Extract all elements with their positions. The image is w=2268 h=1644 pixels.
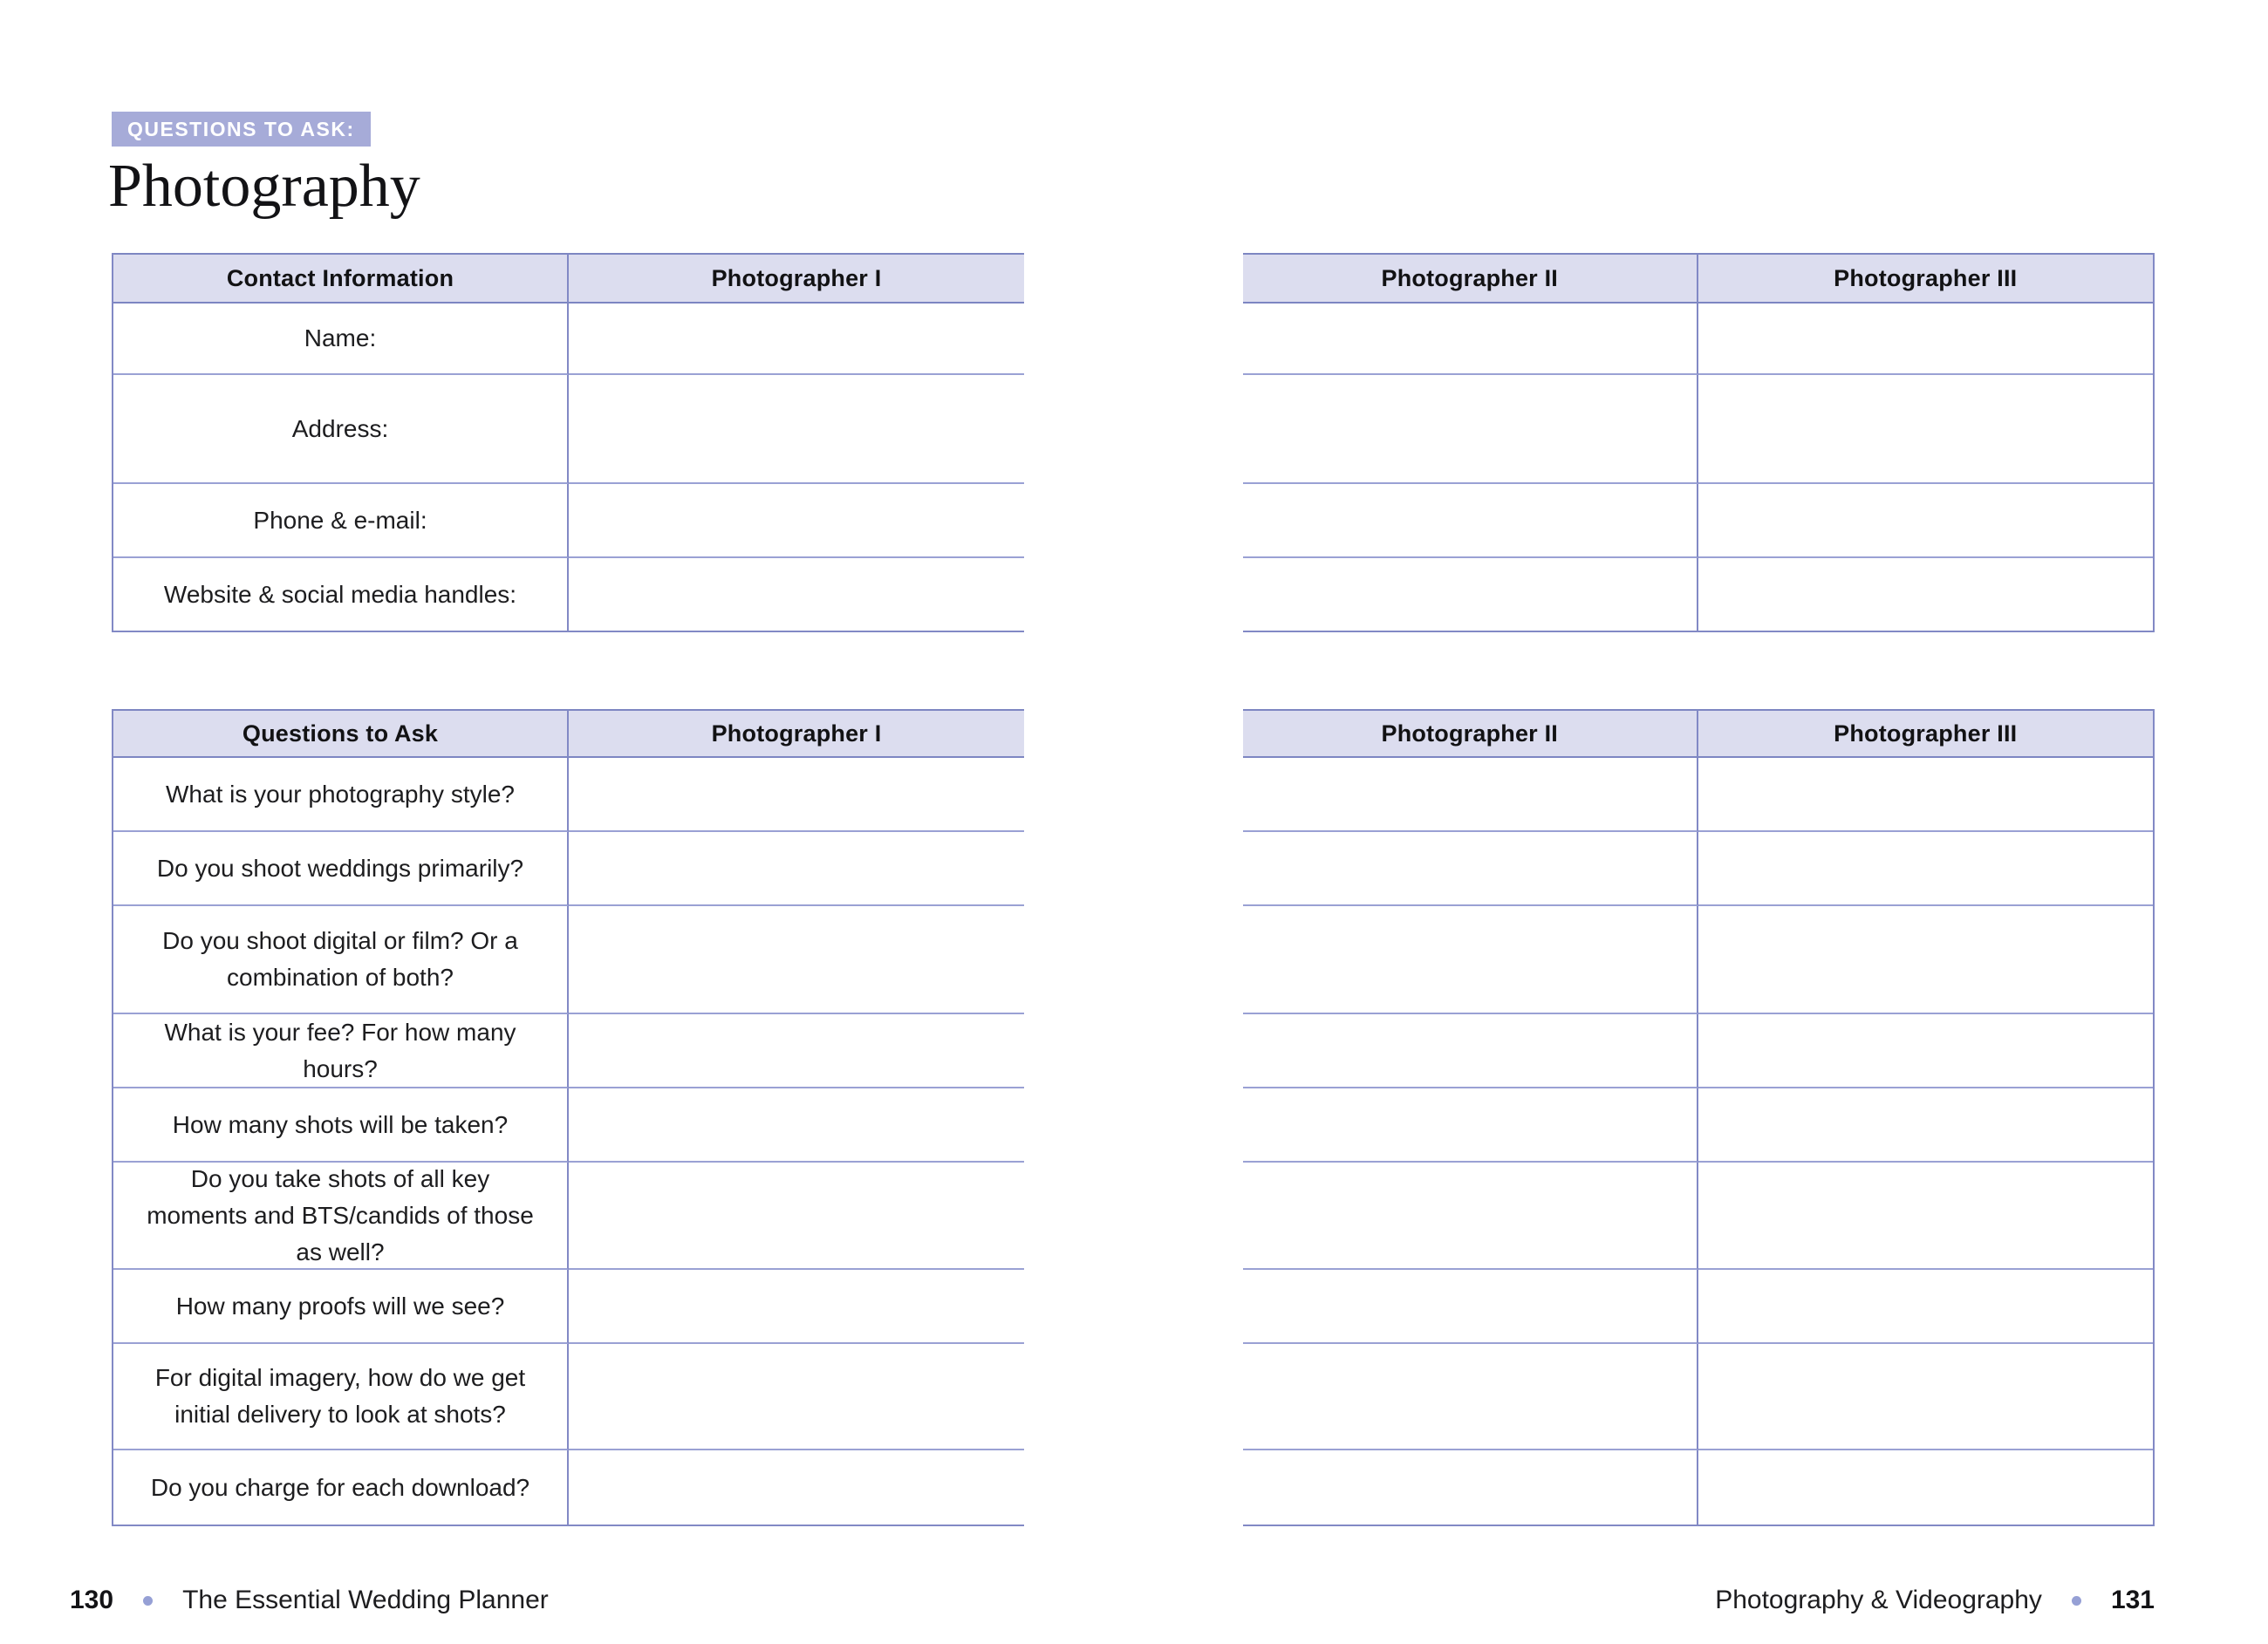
column-header: Photographer III xyxy=(1698,709,2154,758)
questions-table-left xyxy=(112,709,1024,1526)
answer-cell[interactable] xyxy=(569,1088,1024,1163)
footer-right xyxy=(1715,1586,2155,1615)
answer-cell[interactable] xyxy=(1698,906,2154,1014)
page-number: 130 xyxy=(70,1586,114,1614)
answer-cell[interactable] xyxy=(1698,1163,2154,1270)
answer-cell[interactable] xyxy=(569,906,1024,1014)
answer-cell[interactable] xyxy=(569,832,1024,906)
answer-cell[interactable] xyxy=(1243,1344,1698,1450)
answer-cell[interactable] xyxy=(1243,558,1698,632)
question-label: What is your fee? For how many hours? xyxy=(113,1014,569,1088)
answer-cell[interactable] xyxy=(569,758,1024,832)
dot-separator-icon xyxy=(143,1596,153,1606)
answer-cell[interactable] xyxy=(1698,558,2154,632)
answer-cell[interactable] xyxy=(1698,1344,2154,1450)
question-label: How many shots will be taken? xyxy=(113,1088,569,1163)
column-header: Photographer III xyxy=(1698,253,2154,304)
answer-cell[interactable] xyxy=(1243,906,1698,1014)
answer-cell[interactable] xyxy=(1243,1088,1698,1163)
answer-cell[interactable] xyxy=(1698,1014,2154,1088)
answer-cell[interactable] xyxy=(569,304,1024,375)
answer-cell[interactable] xyxy=(569,484,1024,558)
answer-cell[interactable] xyxy=(1243,304,1698,375)
question-label: For digital imagery, how do we get initial delivery to look at shots? xyxy=(113,1344,569,1450)
answer-cell[interactable] xyxy=(1243,1014,1698,1088)
answer-cell[interactable] xyxy=(569,1344,1024,1450)
column-header: Photographer I xyxy=(569,709,1024,758)
answer-cell[interactable] xyxy=(1243,1163,1698,1270)
question-label: Do you take shots of all key moments and BTS/candids of those as well? xyxy=(113,1163,569,1270)
answer-cell[interactable] xyxy=(1243,832,1698,906)
column-header: Photographer II xyxy=(1243,253,1698,304)
answer-cell[interactable] xyxy=(1698,1450,2154,1526)
answer-cell[interactable] xyxy=(1243,758,1698,832)
answer-cell[interactable] xyxy=(1698,1088,2154,1163)
footer-book-title: The Essential Wedding Planner xyxy=(182,1586,549,1614)
column-header: Photographer I xyxy=(569,253,1024,304)
column-header: Questions to Ask xyxy=(113,709,569,758)
answer-cell[interactable] xyxy=(1698,304,2154,375)
dot-separator-icon xyxy=(2072,1596,2081,1606)
row-label: Website & social media handles: xyxy=(113,558,569,632)
questions-table-right xyxy=(1243,709,2155,1526)
answer-cell[interactable] xyxy=(1698,758,2154,832)
question-label: Do you shoot digital or film? Or a combination of both? xyxy=(113,906,569,1014)
question-label: Do you charge for each download? xyxy=(113,1450,569,1526)
answer-cell[interactable] xyxy=(1243,1270,1698,1344)
answer-cell[interactable] xyxy=(569,558,1024,632)
answer-cell[interactable] xyxy=(569,1270,1024,1344)
footer-left xyxy=(70,1586,549,1615)
row-label: Address: xyxy=(113,375,569,484)
row-label: Phone & e-mail: xyxy=(113,484,569,558)
question-label: Do you shoot weddings primarily? xyxy=(113,832,569,906)
contact-table-right xyxy=(1243,253,2155,632)
answer-cell[interactable] xyxy=(1698,484,2154,558)
answer-cell[interactable] xyxy=(569,1163,1024,1270)
answer-cell[interactable] xyxy=(1698,375,2154,484)
answer-cell[interactable] xyxy=(1243,375,1698,484)
answer-cell[interactable] xyxy=(569,1450,1024,1526)
answer-cell[interactable] xyxy=(569,1014,1024,1088)
section-badge-label: QUESTIONS TO ASK: xyxy=(127,117,355,140)
question-label: How many proofs will we see? xyxy=(113,1270,569,1344)
contact-table-left xyxy=(112,253,1024,632)
page-number: 131 xyxy=(2110,1586,2155,1614)
answer-cell[interactable] xyxy=(1243,1450,1698,1526)
answer-cell[interactable] xyxy=(1243,484,1698,558)
footer-section-title: Photography & Videography xyxy=(1715,1586,2042,1614)
column-header: Contact Information xyxy=(113,253,569,304)
page-title: Photography xyxy=(108,153,420,220)
answer-cell[interactable] xyxy=(569,375,1024,484)
question-label: What is your photography style? xyxy=(113,758,569,832)
section-badge xyxy=(112,112,371,147)
answer-cell[interactable] xyxy=(1698,1270,2154,1344)
row-label: Name: xyxy=(113,304,569,375)
answer-cell[interactable] xyxy=(1698,832,2154,906)
column-header: Photographer II xyxy=(1243,709,1698,758)
